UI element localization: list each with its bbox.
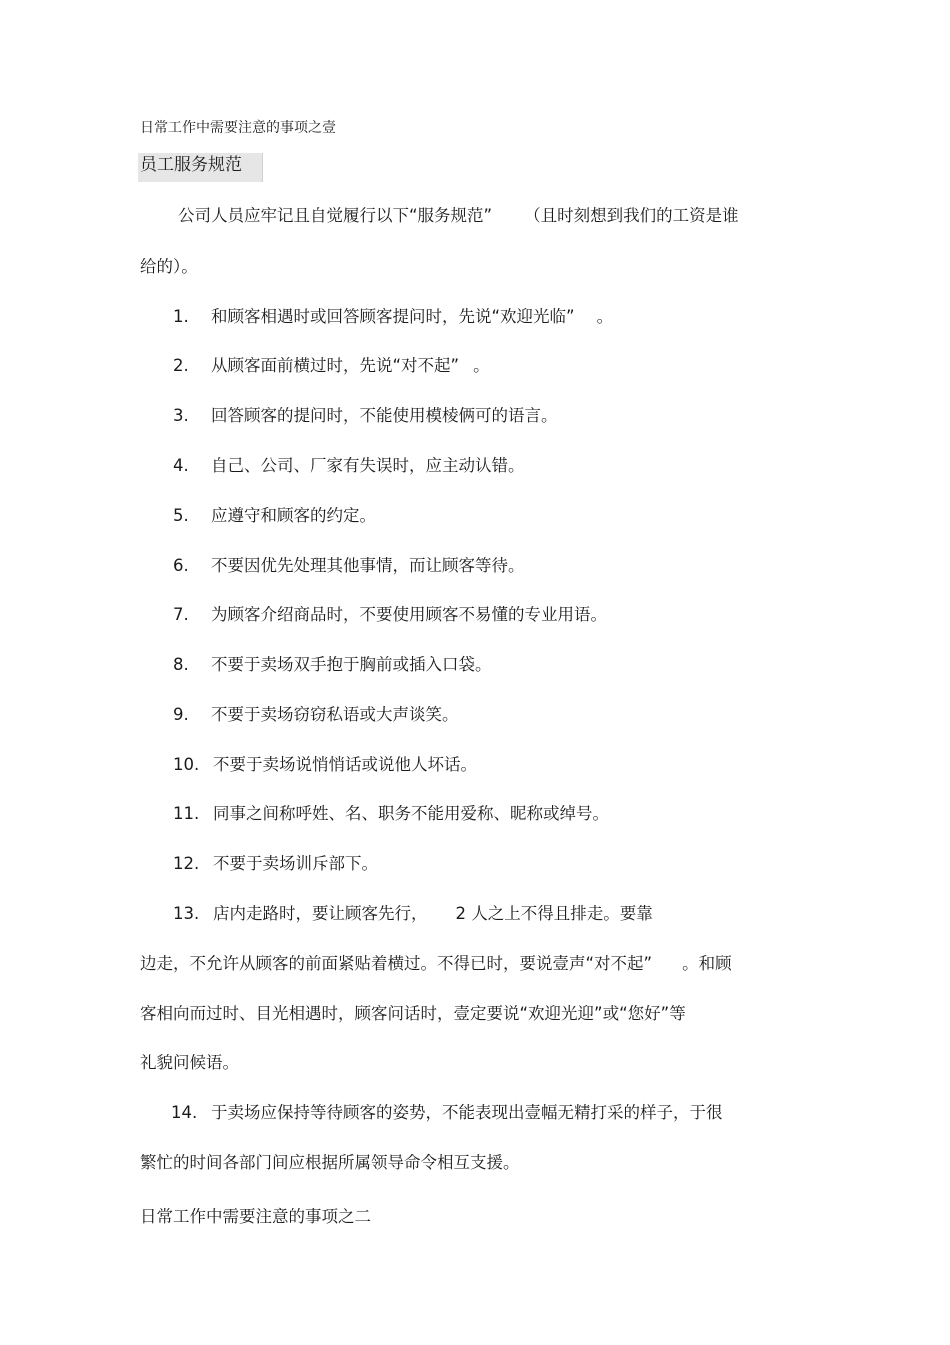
item-text: 自己、公司、厂家有失误时，应主动认错。 <box>211 456 525 475</box>
item-number: 3. <box>173 406 189 425</box>
item-number: 2. <box>173 356 189 375</box>
item-tail: 。 <box>473 356 490 375</box>
intro-line-1 <box>178 208 739 225</box>
list-item-14 <box>171 1105 723 1122</box>
item-number: 9. <box>173 705 189 724</box>
item-number: 1. <box>173 307 189 326</box>
item-13-line-2 <box>140 956 732 973</box>
document-title: 日常工作中需要注意的事项之壹 <box>140 120 336 136</box>
item-text: 边走，不允许从顾客的前面紧贴着横过。不得已时，要说壹声“对不起” <box>140 954 653 973</box>
item-13-line-3: 客相向而过时、目光相遇时，顾客问话时，壹定要说“欢迎光迎”或“您好”等 <box>140 1004 686 1023</box>
list-item <box>173 508 376 525</box>
item-text: 不要于卖场窃窃私语或大声谈笑。 <box>211 705 459 724</box>
next-section-title: 日常工作中需要注意的事项之二 <box>140 1207 371 1226</box>
item-number: 5. <box>173 506 189 525</box>
item-text: 同事之间称呼姓、名、职务不能用爱称、昵称或绰号。 <box>213 804 609 823</box>
list-item <box>173 458 525 475</box>
item-number: 6. <box>173 556 189 575</box>
list-item <box>173 309 613 326</box>
item-number: 4. <box>173 456 189 475</box>
item-number: 7. <box>173 605 189 624</box>
intro-text-b: （且时刻想到我们的工资是谁 <box>524 206 739 225</box>
item-number: 12. <box>173 854 200 873</box>
item-13-line-4: 礼貌问候语。 <box>140 1053 239 1072</box>
list-item <box>173 856 378 873</box>
item-text: 回答顾客的提问时，不能使用模棱俩可的语言。 <box>211 406 558 425</box>
list-item <box>173 558 525 575</box>
item-text: 不要因优先处理其他事情，而让顾客等待。 <box>211 556 525 575</box>
item-text: 不要于卖场说悄悄话或说他人坏话。 <box>213 755 477 774</box>
intro-text-a: 公司人员应牢记且自觉履行以下“服务规范” <box>178 206 493 225</box>
list-item-13 <box>173 906 653 923</box>
item-text: 为顾客介绍商品时，不要使用顾客不易懂的专业用语。 <box>211 605 607 624</box>
item-number: 14. <box>171 1103 198 1122</box>
item-text: 不要于卖场双手抱于胸前或插入口袋。 <box>211 655 492 674</box>
item-text: 不要于卖场训斥部下。 <box>213 854 378 873</box>
list-item <box>173 657 492 674</box>
section-heading: 员工服务规范 <box>138 153 263 182</box>
item-number: 10. <box>173 755 200 774</box>
item-number: 11. <box>173 804 200 823</box>
item-14-line-2: 繁忙的时间各部门间应根据所属领导命令相互支援。 <box>140 1153 520 1172</box>
intro-line-2: 给的）。 <box>140 257 198 276</box>
item-text-continued: 2 人之上不得且排走。要靠 <box>455 904 653 923</box>
list-item <box>173 806 609 823</box>
item-number: 13. <box>173 904 200 923</box>
item-tail: 。 <box>596 307 614 326</box>
item-text: 应遵守和顾客的约定。 <box>211 506 376 525</box>
item-text: 和顾客相遇时或回答顾客提问时，先说“欢迎光临” <box>211 307 575 326</box>
list-item <box>173 408 558 425</box>
item-text: 店内走路时，要让顾客先行， <box>213 904 428 923</box>
item-number: 8. <box>173 655 189 674</box>
list-item <box>173 607 607 624</box>
item-text-continued: 。和顾 <box>682 954 732 973</box>
item-text: 于卖场应保持等待顾客的姿势，不能表现出壹幅无精打采的样子，于很 <box>211 1103 723 1122</box>
item-text: 从顾客面前横过时，先说“对不起” <box>211 356 460 375</box>
list-item <box>173 358 490 375</box>
list-item <box>173 757 477 774</box>
list-item <box>173 707 459 724</box>
